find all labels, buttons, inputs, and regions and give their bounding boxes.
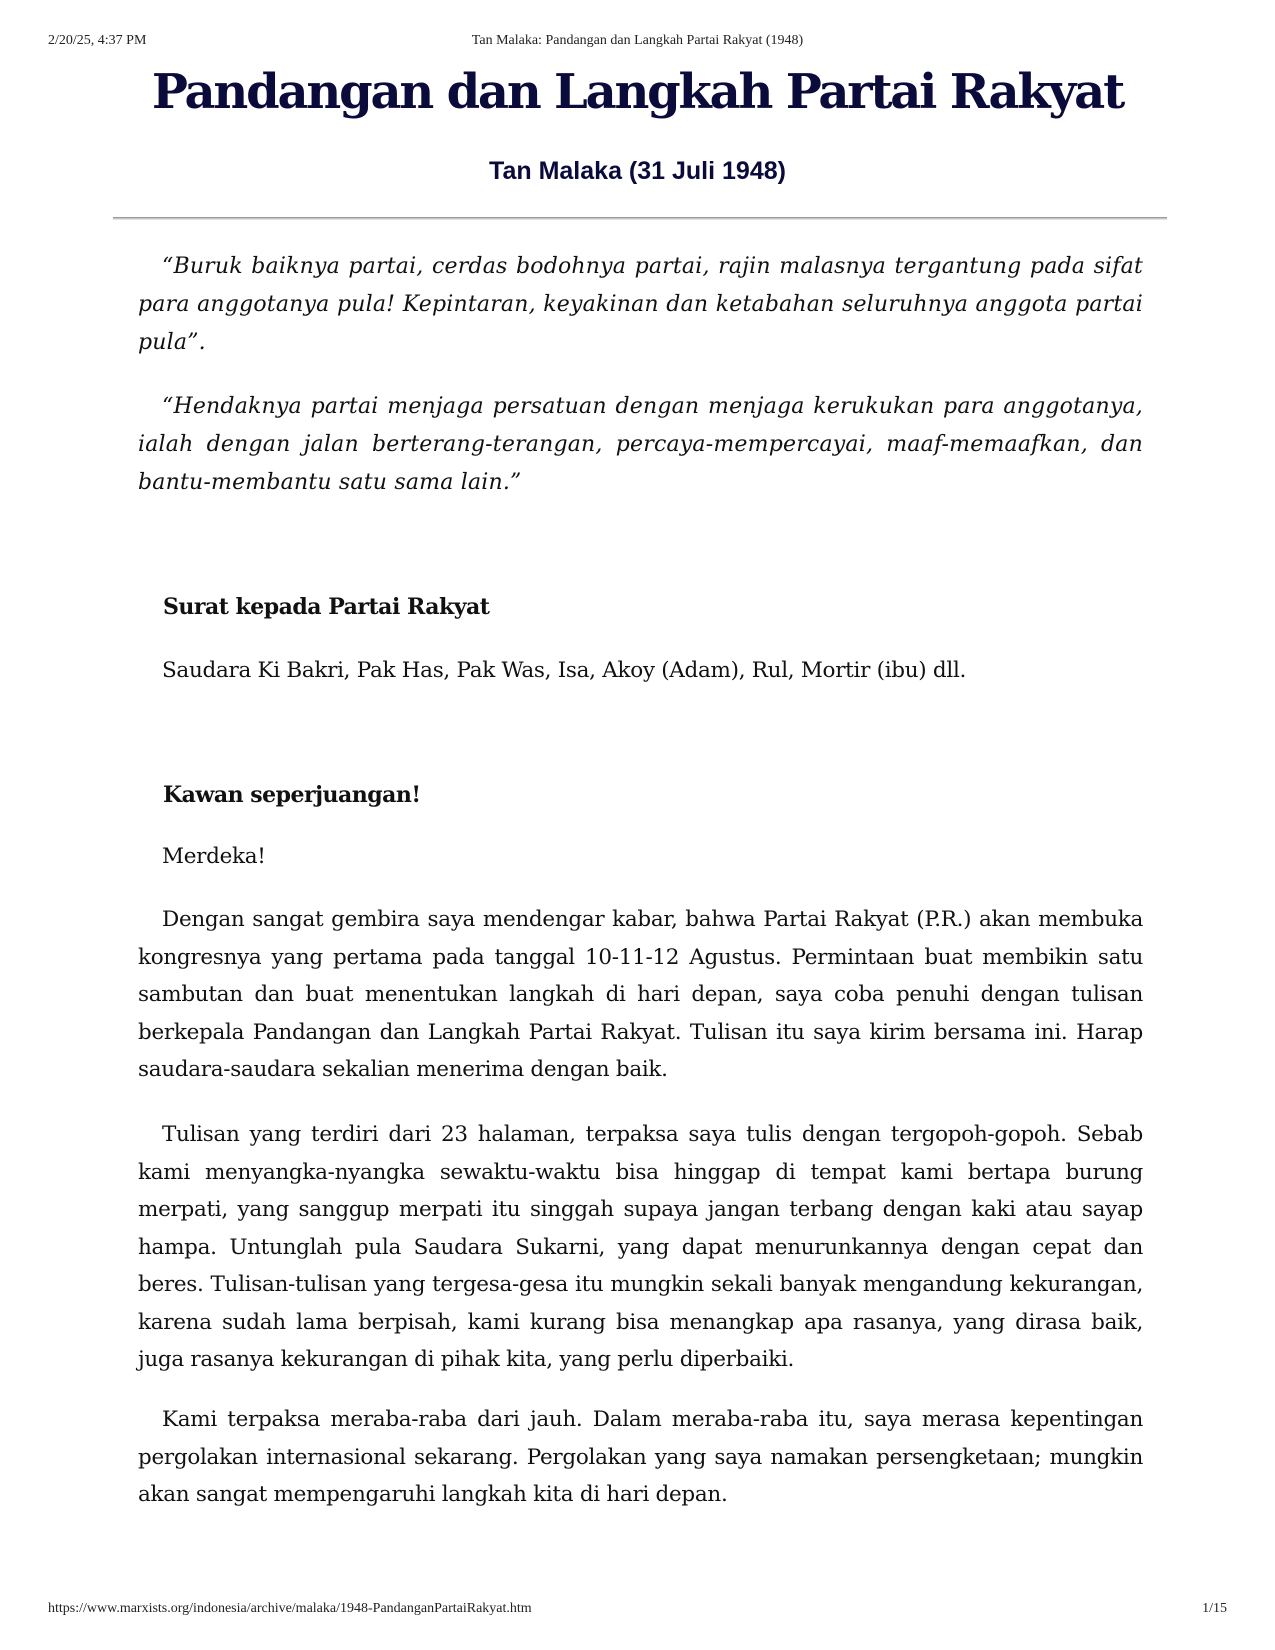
- page-indicator: 1/15: [1202, 1601, 1227, 1616]
- print-header: [48, 33, 1227, 51]
- body-paragraph: Tulisan yang terdiri dari 23 halaman, terpaksa saya tulis dengan tergopoh-gopoh. Sebab kami menyangka-nyangka sewaktu-waktu bisa hinggap di tempat kami bertapa burung merpati, yang sanggup merpati itu singgah supaya jangan terbang dengan kaki atau sayap hampa. Untunglah pula Saudara Sukarni, yang dapat menurunkannya dengan cepat dan beres. Tulisan-tulisan yang tergesa-gesa itu mungkin sekali banyak mengandung kekurangan, karena sudah lama berpisah, kami kurang bisa menangkap apa rasanya, yang dirasa baik, juga rasanya kekurangan di pihak kita, yang perlu diperbaiki.: [138, 1122, 1143, 1372]
- page-title: Pandangan dan Langkah Partai Rakyat: [151, 64, 1124, 120]
- epigraph-quote: “Hendaknya partai menjaga persatuan dengan menjaga kerukukan para anggotanya, ialah dengan jalan berterang-terangan, percaya-mempercayai, maaf-memaafkan, dan bantu-membantu satu sama lain.”: [138, 394, 1143, 495]
- epigraph-quote: “Buruk baiknya partai, cerdas bodohnya partai, rajin malasnya tergantung pada sifat para anggotanya pula! Kepintaran, keyakinan dan ketabahan seluruhnya anggota partai pula”.: [138, 254, 1143, 355]
- letter-salutation: Saudara Ki Bakri, Pak Has, Pak Was, Isa, Akoy (Adam), Rul, Mortir (ibu) dll.: [162, 658, 967, 683]
- print-document-title: Tan Malaka: Pandangan dan Langkah Partai Rakyat (1948): [471, 33, 804, 48]
- print-footer: [48, 1601, 1227, 1619]
- section-heading: Surat kepada Partai Rakyat: [163, 594, 490, 620]
- greeting-heading: Kawan seperjuangan!: [163, 782, 421, 808]
- source-url-link[interactable]: https://www.marxists.org/indonesia/archive/malaka/1948-PandanganPartaiRakyat.htm: [48, 1601, 532, 1616]
- title-divider: [113, 217, 1167, 220]
- print-datetime: 2/20/25, 4:37 PM: [48, 33, 147, 48]
- article-byline: Tan Malaka (31 Juli 1948): [489, 157, 786, 185]
- greeting-text: Merdeka!: [162, 844, 266, 869]
- body-paragraph: Kami terpaksa meraba-raba dari jauh. Dalam meraba-raba itu, saya merasa kepentingan pergolakan internasional sekarang. Pergolakan yang saya namakan persengketaan; mungkin akan sangat mempengaruhi langkah kita di hari depan.: [138, 1407, 1143, 1507]
- body-paragraph: Dengan sangat gembira saya mendengar kabar, bahwa Partai Rakyat (P.R.) akan membuka kongresnya yang pertama pada tanggal 10-11-12 Agustus. Permintaan buat membikin satu sambutan dan buat menentukan langkah di hari depan, saya coba penuhi dengan tulisan berkepala Pandangan dan Langkah Partai Rakyat. Tulisan itu saya kirim bersama ini. Harap saudara-saudara sekalian menerima dengan baik.: [138, 907, 1143, 1082]
